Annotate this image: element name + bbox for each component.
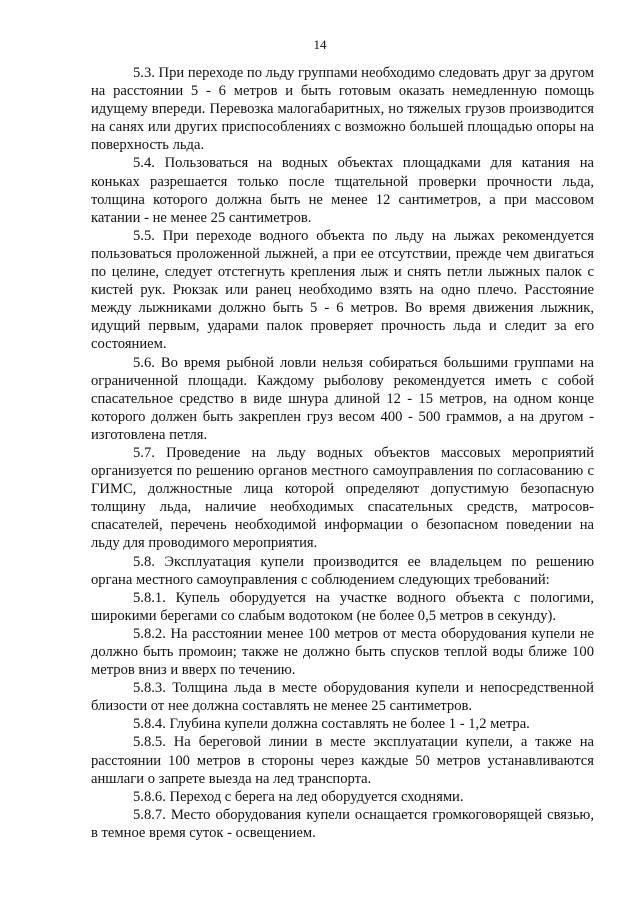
paragraph-5-6: 5.6. Во время рыбной ловли нельзя собираться большими группами на ограниченной площади. Каждому рыболову рекомендуется иметь с собой спасательное средство в виде шнура длиной 12 - 15 метров, на одном конце которого должен быть закреплен груз весом 400 - 500 граммов, а на другом - изготовлена петля.	[91, 354, 594, 443]
paragraph-5-8-4: 5.8.4. Глубина купели должна составлять не более 1 - 1,2 метра.	[133, 716, 530, 733]
paragraph-5-8: 5.8. Эксплуатация купели производится ее владельцем по решению органа местного самоуправления с соблюдением следующих требований:	[91, 553, 594, 588]
paragraph-5-8-1: 5.8.1. Купель оборудуется на участке водного объекта с пологими, широкими берегами со слабым водотоком (не более 0,5 метров в секунду).	[91, 589, 594, 624]
paragraph-5-5: 5.5. При переходе водного объекта по льду на лыжах рекомендуется пользоваться проложенной лыжней, а при ее отсутствии, прежде чем двигаться по целине, следует отстегнуть крепления лыж и снять петли лыжных палок с кистей рук. Рюкзак или ранец необходимо взять на одно плечо. Расстояние между лыжниками должно быть 5 - 6 метров. Во время движения лыжник, идущий первым, ударами палок проверяет прочность льда и следит за его состоянием.	[91, 227, 594, 353]
paragraph-5-4: 5.4. Пользоваться на водных объектах площадками для катания на коньках разрешается только после тщательной проверки прочности льда, толщина которого должна быть не менее 12 сантиметров, а при массовом катании - не менее 25 сантиметров.	[91, 155, 594, 226]
paragraph-5-7: 5.7. Проведение на льду водных объектов массовых мероприятий организуется по решению органов местного самоуправления по согласованию с ГИМС, должностные лица которой определяют допустимую безопасную толщину льда, наличие необходимых спасательных средств, матросов-спасателей, перечень необходимой информации о безопасном поведении на льду для проводимого мероприятия.	[91, 444, 594, 552]
paragraph-5-8-2: 5.8.2. На расстоянии менее 100 метров от места оборудования купели не должно быть промоин; также не должно быть спусков теплой воды ближе 100 метров вниз и вверх по течению.	[91, 625, 594, 679]
paragraph-5-8-6: 5.8.6. Переход с берега на лед оборудуется сходнями.	[133, 788, 464, 805]
paragraph-5-8-5: 5.8.5. На береговой линии в месте эксплуатации купели, а также на расстоянии 100 метров в стороны через каждые 50 метров устанавливаются аншлаги о запрете выезда на лед транспорта.	[91, 734, 594, 787]
paragraph-5-8-3: 5.8.3. Толщина льда в месте оборудования купели и непосредственной близости от нее должна составлять не менее 25 сантиметров.	[91, 680, 594, 715]
paragraph-5-3: 5.3. При переходе по льду группами необходимо следовать друг за другом на расстоянии 5 - 6 метров и быть готовым оказать немедленную помощь идущему впереди. Перевозка малогабаритных, но тяжелых грузов производится на санях или других приспособлениях с возможно большей площадью опоры на поверхность льда.	[91, 65, 594, 154]
document-body	[91, 64, 594, 842]
page-number: 14	[313, 37, 327, 52]
paragraph-5-8-7: 5.8.7. Место оборудования купели оснащается громкоговорящей связью, в темное время суток - освещением.	[91, 806, 594, 841]
